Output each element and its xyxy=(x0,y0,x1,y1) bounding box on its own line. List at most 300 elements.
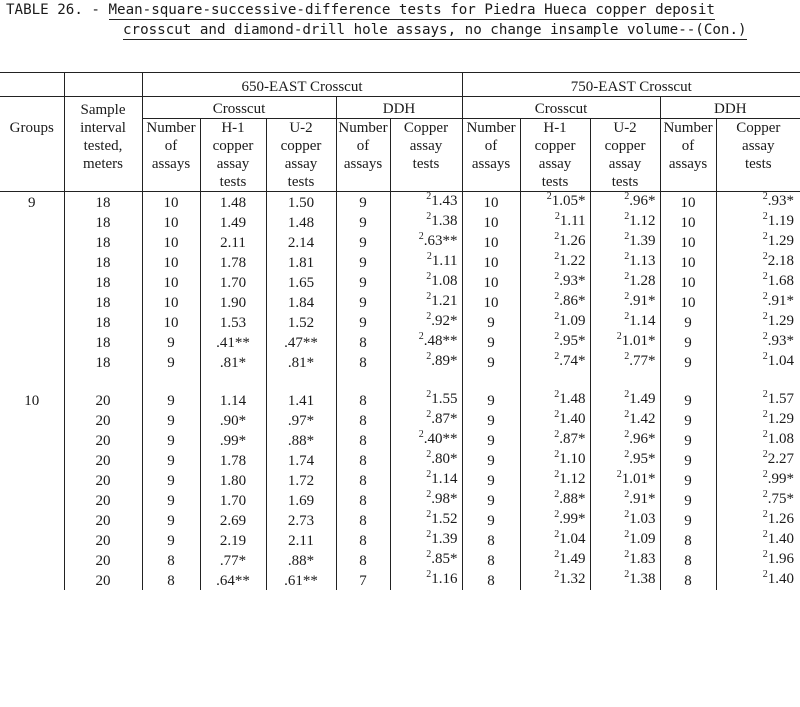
cell-750-h1-value: 1.48 xyxy=(559,391,586,407)
footnote-marker: 2 xyxy=(624,509,630,520)
cell-650-u2-value: 1.50 xyxy=(287,195,315,211)
cell-interval xyxy=(64,312,142,332)
cell-750-copper xyxy=(716,510,800,530)
footnote-marker: 2 xyxy=(426,409,432,420)
cell-650-h1 xyxy=(200,312,266,332)
cell-750-ddh-number xyxy=(660,470,716,490)
cell-650-crosscut-number xyxy=(142,530,200,550)
cell-650-crosscut-number xyxy=(142,510,200,530)
cell-650-ddh-number-value: 8 xyxy=(359,453,367,469)
cell-650-ddh-number-value: 9 xyxy=(359,315,367,331)
header-u2: copper xyxy=(266,137,336,155)
cell-interval xyxy=(64,530,142,550)
cell-interval xyxy=(64,490,142,510)
table-row xyxy=(0,272,800,292)
cell-750-ddh-number-value: 10 xyxy=(680,255,696,271)
cell-750-ddh-number xyxy=(660,450,716,470)
header-u2: copper xyxy=(590,137,660,155)
footnote-marker: 2 xyxy=(426,569,432,580)
cell-750-u2 xyxy=(590,550,660,570)
caption-title: Mean-square-successive-difference tests for Piedra Hueca copper deposit xyxy=(108,2,715,18)
cell-650-u2 xyxy=(266,410,336,430)
cell-650-ddh-number-value: 9 xyxy=(359,295,367,311)
table-row xyxy=(0,550,800,570)
cell-750-h1-value: .86* xyxy=(559,293,586,309)
cell-interval xyxy=(64,550,142,570)
cell-750-crosscut-number xyxy=(462,390,520,410)
cell-750-u2 xyxy=(590,332,660,352)
cell-interval-value: 20 xyxy=(95,413,111,429)
footnote-marker: 2 xyxy=(762,509,768,520)
cell-750-ddh-number-value: 10 xyxy=(680,215,696,231)
cell-750-h1 xyxy=(520,430,590,450)
cell-650-u2-value: 1.74 xyxy=(287,453,315,469)
cell-750-u2 xyxy=(590,430,660,450)
cell-650-u2 xyxy=(266,212,336,232)
cell-750-copper xyxy=(716,292,800,312)
cell-650-crosscut-number xyxy=(142,292,200,312)
footnote-marker: 2 xyxy=(762,311,768,322)
footnote-marker: 2 xyxy=(554,211,560,222)
cell-750-crosscut-number-value: 9 xyxy=(487,393,495,409)
cell-interval xyxy=(64,570,142,590)
cell-750-h1-value: 1.12 xyxy=(559,471,586,487)
cell-interval-value: 18 xyxy=(95,355,111,371)
cell-650-ddh-number xyxy=(336,490,390,510)
cell-750-ddh-number xyxy=(660,292,716,312)
cell-750-ddh-number-value: 8 xyxy=(684,553,692,569)
cell-750-crosscut-number xyxy=(462,212,520,232)
cell-group xyxy=(0,450,64,470)
cell-750-h1-value: 1.11 xyxy=(559,213,586,229)
footnote-marker: 2 xyxy=(762,429,768,440)
cell-750-u2 xyxy=(590,410,660,430)
cell-750-ddh-number-value: 9 xyxy=(684,355,692,371)
header-u2: assay xyxy=(266,155,336,173)
cell-750-crosscut-number xyxy=(462,530,520,550)
header-750-ddh: DDH xyxy=(660,97,800,119)
cell-750-crosscut-number-value: 9 xyxy=(487,315,495,331)
cell-group xyxy=(0,312,64,332)
cell-interval-value: 20 xyxy=(95,473,111,489)
cell-650-copper-value: .63** xyxy=(423,233,458,249)
footnote-marker: 2 xyxy=(554,311,560,322)
cell-650-copper xyxy=(390,252,462,272)
cell-750-crosscut-number xyxy=(462,550,520,570)
cell-650-u2 xyxy=(266,192,336,213)
cell-750-h1-value: .95* xyxy=(559,333,586,349)
footnote-marker: 2 xyxy=(624,191,630,202)
table-row xyxy=(0,232,800,252)
cell-750-ddh-number xyxy=(660,232,716,252)
cell-650-crosscut-number-value: 10 xyxy=(163,255,179,271)
header-number: Number xyxy=(462,119,520,138)
cell-750-ddh-number-value: 10 xyxy=(680,235,696,251)
cell-650-h1 xyxy=(200,530,266,550)
cell-750-crosscut-number-value: 8 xyxy=(487,533,495,549)
footnote-marker: 2 xyxy=(762,231,768,242)
footnote-marker: 2 xyxy=(624,429,630,440)
header-h1: H-1 xyxy=(520,119,590,138)
cell-group: 9 xyxy=(28,195,36,211)
data-table xyxy=(0,72,800,590)
cell-750-u2-value: 1.42 xyxy=(629,411,656,427)
footnote-marker: 2 xyxy=(624,449,630,460)
cell-interval xyxy=(64,450,142,470)
footnote-marker: 2 xyxy=(624,291,630,302)
header-u2: U-2 xyxy=(590,119,660,138)
table-row xyxy=(0,430,800,450)
cell-interval-value: 18 xyxy=(95,255,111,271)
cell-750-u2 xyxy=(590,312,660,332)
cell-650-copper-value: .80* xyxy=(431,451,458,467)
cell-650-ddh-number xyxy=(336,332,390,352)
cell-650-crosscut-number-value: 9 xyxy=(167,393,175,409)
cell-750-ddh-number-value: 9 xyxy=(684,413,692,429)
cell-750-crosscut-number xyxy=(462,332,520,352)
cell-750-crosscut-number-value: 8 xyxy=(487,573,495,589)
cell-750-crosscut-number xyxy=(462,470,520,490)
cell-750-ddh-number xyxy=(660,312,716,332)
cell-650-u2 xyxy=(266,510,336,530)
footnote-marker: 2 xyxy=(554,389,560,400)
caption-line-1 xyxy=(6,2,715,18)
cell-750-copper xyxy=(716,410,800,430)
cell-750-crosscut-number-value: 9 xyxy=(487,355,495,371)
header-number: of xyxy=(142,137,200,155)
cell-750-h1-value: 1.49 xyxy=(559,551,586,567)
cell-750-copper xyxy=(716,212,800,232)
cell-interval xyxy=(64,352,142,372)
table-row xyxy=(0,390,800,410)
footnote-marker: 2 xyxy=(546,191,552,202)
cell-650-h1 xyxy=(200,192,266,213)
cell-650-ddh-number xyxy=(336,570,390,590)
cell-750-h1 xyxy=(520,292,590,312)
cell-650-h1 xyxy=(200,390,266,410)
table-header xyxy=(0,73,800,192)
cell-group: 10 xyxy=(24,393,40,409)
cell-650-copper-value: .87* xyxy=(431,411,458,427)
cell-650-ddh-number xyxy=(336,272,390,292)
cell-650-h1 xyxy=(200,450,266,470)
cell-750-u2 xyxy=(590,470,660,490)
cell-650-u2-value: 2.14 xyxy=(287,235,315,251)
cell-650-copper xyxy=(390,450,462,470)
cell-650-h1-value: 1.70 xyxy=(219,275,247,291)
cell-750-u2-value: 1.39 xyxy=(629,233,656,249)
cell-650-u2-value: .88* xyxy=(287,553,315,569)
cell-750-ddh-number xyxy=(660,490,716,510)
footnote-marker: 2 xyxy=(426,509,432,520)
cell-750-crosscut-number xyxy=(462,450,520,470)
cell-750-ddh-number xyxy=(660,272,716,292)
cell-650-u2-value: 1.52 xyxy=(287,315,315,331)
cell-group xyxy=(0,212,64,232)
cell-650-h1 xyxy=(200,570,266,590)
cell-750-u2-value: 1.01* xyxy=(621,471,656,487)
cell-750-h1-value: 1.09 xyxy=(559,313,586,329)
cell-750-u2-value: 1.09 xyxy=(629,531,656,547)
cell-650-ddh-number xyxy=(336,410,390,430)
footnote-marker: 2 xyxy=(762,569,768,580)
spacer-cell xyxy=(64,372,142,390)
footnote-marker: 2 xyxy=(554,549,560,560)
cell-650-ddh-number-value: 8 xyxy=(359,433,367,449)
cell-650-u2 xyxy=(266,232,336,252)
cell-650-copper xyxy=(390,332,462,352)
cell-750-h1 xyxy=(520,192,590,213)
cell-750-crosscut-number xyxy=(462,430,520,450)
cell-interval-value: 20 xyxy=(95,513,111,529)
footnote-marker: 2 xyxy=(418,331,424,342)
footnote-marker: 2 xyxy=(426,469,432,480)
cell-group xyxy=(0,550,64,570)
cell-750-u2 xyxy=(590,192,660,213)
cell-650-ddh-number xyxy=(336,510,390,530)
cell-650-h1-value: 1.90 xyxy=(219,295,247,311)
cell-650-u2 xyxy=(266,570,336,590)
cell-650-crosscut-number xyxy=(142,232,200,252)
cell-650-h1-value: 1.80 xyxy=(219,473,247,489)
header-h1: assay xyxy=(520,155,590,173)
cell-650-crosscut-number-value: 8 xyxy=(167,553,175,569)
footnote-marker: 2 xyxy=(554,469,560,480)
cell-750-copper-value: .93* xyxy=(767,333,795,349)
header-copper: assay xyxy=(716,137,800,155)
cell-750-h1 xyxy=(520,490,590,510)
cell-750-ddh-number xyxy=(660,550,716,570)
cell-650-crosscut-number xyxy=(142,570,200,590)
cell-group xyxy=(0,470,64,490)
cell-interval-value: 20 xyxy=(95,533,111,549)
cell-750-crosscut-number xyxy=(462,490,520,510)
cell-650-ddh-number-value: 8 xyxy=(359,413,367,429)
cell-650-copper-value: 1.21 xyxy=(431,293,458,309)
cell-650-crosscut-number-value: 9 xyxy=(167,433,175,449)
header-number: of xyxy=(660,137,716,155)
cell-group xyxy=(0,352,64,372)
cell-650-u2 xyxy=(266,272,336,292)
cell-750-h1-value: .88* xyxy=(559,491,586,507)
cell-750-u2-value: 1.12 xyxy=(629,213,656,229)
cell-750-copper xyxy=(716,530,800,550)
cell-interval xyxy=(64,212,142,232)
cell-interval xyxy=(64,470,142,490)
table-row xyxy=(0,332,800,352)
cell-750-u2 xyxy=(590,232,660,252)
table-row xyxy=(0,252,800,272)
cell-group xyxy=(0,430,64,450)
cell-interval-value: 20 xyxy=(95,553,111,569)
cell-650-crosscut-number-value: 10 xyxy=(163,275,179,291)
table-row xyxy=(0,192,800,213)
cell-750-copper-value: 2.18 xyxy=(767,253,795,269)
table-row xyxy=(0,510,800,530)
table-row xyxy=(0,470,800,490)
cell-650-crosscut-number xyxy=(142,272,200,292)
cell-650-copper xyxy=(390,490,462,510)
cell-750-ddh-number-value: 10 xyxy=(680,275,696,291)
cell-650-h1 xyxy=(200,510,266,530)
header-number: assays xyxy=(462,155,520,173)
header-groups: Groups xyxy=(9,120,54,136)
cell-750-copper-value: 1.57 xyxy=(767,391,795,407)
cell-group xyxy=(0,292,64,312)
cell-750-h1 xyxy=(520,352,590,372)
cell-650-ddh-number-value: 7 xyxy=(359,573,367,589)
cell-750-h1-value: 1.10 xyxy=(559,451,586,467)
cell-650-copper-value: .92* xyxy=(431,313,458,329)
footnote-marker: 2 xyxy=(418,231,424,242)
cell-750-crosscut-number-value: 10 xyxy=(483,215,499,231)
cell-750-u2 xyxy=(590,252,660,272)
spacer-cell xyxy=(266,372,336,390)
header-number: assays xyxy=(660,155,716,173)
cell-750-h1 xyxy=(520,332,590,352)
cell-650-copper xyxy=(390,292,462,312)
cell-interval xyxy=(64,292,142,312)
cell-750-copper-value: 1.68 xyxy=(767,273,795,289)
cell-750-ddh-number-value: 10 xyxy=(680,195,696,211)
footnote-marker: 2 xyxy=(762,331,768,342)
cell-group xyxy=(0,332,64,352)
footnote-marker: 2 xyxy=(426,549,432,560)
cell-650-crosscut-number-value: 9 xyxy=(167,533,175,549)
header-number: assays xyxy=(142,155,200,173)
caption-prefix: TABLE 26. - xyxy=(6,2,109,18)
table-row xyxy=(0,490,800,510)
cell-650-h1-value: 2.11 xyxy=(220,235,246,251)
cell-750-crosscut-number-value: 9 xyxy=(487,433,495,449)
cell-750-copper xyxy=(716,192,800,213)
cell-650-ddh-number xyxy=(336,450,390,470)
cell-650-ddh-number-value: 9 xyxy=(359,255,367,271)
cell-750-crosscut-number xyxy=(462,272,520,292)
cell-650-crosscut-number-value: 9 xyxy=(167,335,175,351)
cell-650-copper-value: .40** xyxy=(423,431,458,447)
cell-650-h1 xyxy=(200,470,266,490)
cell-650-copper-value: .48** xyxy=(423,333,458,349)
footnote-marker: 2 xyxy=(762,251,768,262)
cell-750-u2 xyxy=(590,570,660,590)
footnote-marker: 2 xyxy=(554,331,560,342)
cell-650-crosscut-number xyxy=(142,332,200,352)
cell-750-copper-value: 1.08 xyxy=(767,431,795,447)
cell-750-h1-value: .93* xyxy=(559,273,586,289)
cell-750-h1-value: 1.26 xyxy=(559,233,586,249)
cell-750-h1 xyxy=(520,410,590,430)
cell-650-ddh-number xyxy=(336,352,390,372)
header-interval-3: tested, xyxy=(64,137,142,155)
cell-750-ddh-number xyxy=(660,390,716,410)
cell-650-u2 xyxy=(266,450,336,470)
footnote-marker: 2 xyxy=(554,449,560,460)
footnote-marker: 2 xyxy=(426,271,432,282)
cell-650-copper-value: .89* xyxy=(431,353,458,369)
cell-650-ddh-number xyxy=(336,390,390,410)
header-interval-1: Sample xyxy=(64,97,142,119)
cell-750-u2-value: .91* xyxy=(629,491,656,507)
cell-650-copper-value: 1.16 xyxy=(431,571,458,587)
cell-650-ddh-number xyxy=(336,550,390,570)
cell-650-u2-value: 1.41 xyxy=(287,393,315,409)
cell-750-copper-value: 1.40 xyxy=(767,571,795,587)
cell-650-copper xyxy=(390,550,462,570)
cell-750-ddh-number xyxy=(660,510,716,530)
footnote-marker: 2 xyxy=(762,351,768,362)
cell-650-copper xyxy=(390,312,462,332)
cell-group xyxy=(0,272,64,292)
cell-750-ddh-number-value: 9 xyxy=(684,473,692,489)
cell-650-crosscut-number xyxy=(142,410,200,430)
cell-750-copper xyxy=(716,550,800,570)
footnote-marker: 2 xyxy=(554,251,560,262)
cell-750-u2 xyxy=(590,292,660,312)
cell-650-h1-value: .41** xyxy=(216,335,250,351)
header-interval-4: meters xyxy=(64,155,142,173)
header-750-crosscut: Crosscut xyxy=(462,97,660,119)
cell-650-crosscut-number-value: 9 xyxy=(167,355,175,371)
cell-interval xyxy=(64,272,142,292)
cell-650-u2-value: 1.65 xyxy=(287,275,315,291)
spacer-cell xyxy=(462,372,520,390)
cell-650-ddh-number-value: 9 xyxy=(359,235,367,251)
cell-750-u2-value: 1.38 xyxy=(629,571,656,587)
cell-750-u2-value: .91* xyxy=(629,293,656,309)
cell-650-ddh-number xyxy=(336,530,390,550)
cell-750-crosscut-number-value: 9 xyxy=(487,335,495,351)
spacer-cell xyxy=(716,372,800,390)
cell-750-h1 xyxy=(520,450,590,470)
header-copper: Copper xyxy=(390,119,462,138)
cell-650-crosscut-number xyxy=(142,252,200,272)
cell-750-ddh-number-value: 9 xyxy=(684,493,692,509)
cell-750-h1-value: 1.22 xyxy=(559,253,586,269)
cell-750-copper xyxy=(716,232,800,252)
cell-650-copper xyxy=(390,192,462,213)
footnote-marker: 2 xyxy=(426,529,432,540)
cell-750-ddh-number-value: 9 xyxy=(684,393,692,409)
cell-750-crosscut-number-value: 10 xyxy=(483,235,499,251)
cell-650-u2-value: 1.81 xyxy=(287,255,315,271)
footnote-marker: 2 xyxy=(762,469,768,480)
cell-750-ddh-number-value: 8 xyxy=(684,533,692,549)
footnote-marker: 2 xyxy=(624,311,630,322)
footnote-marker: 2 xyxy=(426,389,432,400)
cell-650-ddh-number-value: 8 xyxy=(359,473,367,489)
cell-750-h1-value: 1.32 xyxy=(559,571,586,587)
cell-750-copper-value: 1.96 xyxy=(767,551,795,567)
header-copper: assay xyxy=(390,137,462,155)
table-row xyxy=(0,212,800,232)
spacer-cell xyxy=(390,372,462,390)
cell-750-ddh-number-value: 9 xyxy=(684,315,692,331)
footnote-marker: 2 xyxy=(616,469,622,480)
cell-interval-value: 18 xyxy=(95,275,111,291)
footnote-marker: 2 xyxy=(762,549,768,560)
cell-650-crosscut-number-value: 9 xyxy=(167,453,175,469)
spacer-cell xyxy=(660,372,716,390)
cell-650-u2-value: .97* xyxy=(287,413,315,429)
cell-750-copper xyxy=(716,450,800,470)
cell-750-copper-value: 1.26 xyxy=(767,511,795,527)
cell-750-u2 xyxy=(590,352,660,372)
header-u2: tests xyxy=(590,173,660,192)
cell-750-ddh-number-value: 9 xyxy=(684,335,692,351)
cell-650-copper-value: .85* xyxy=(431,551,458,567)
cell-interval xyxy=(64,510,142,530)
